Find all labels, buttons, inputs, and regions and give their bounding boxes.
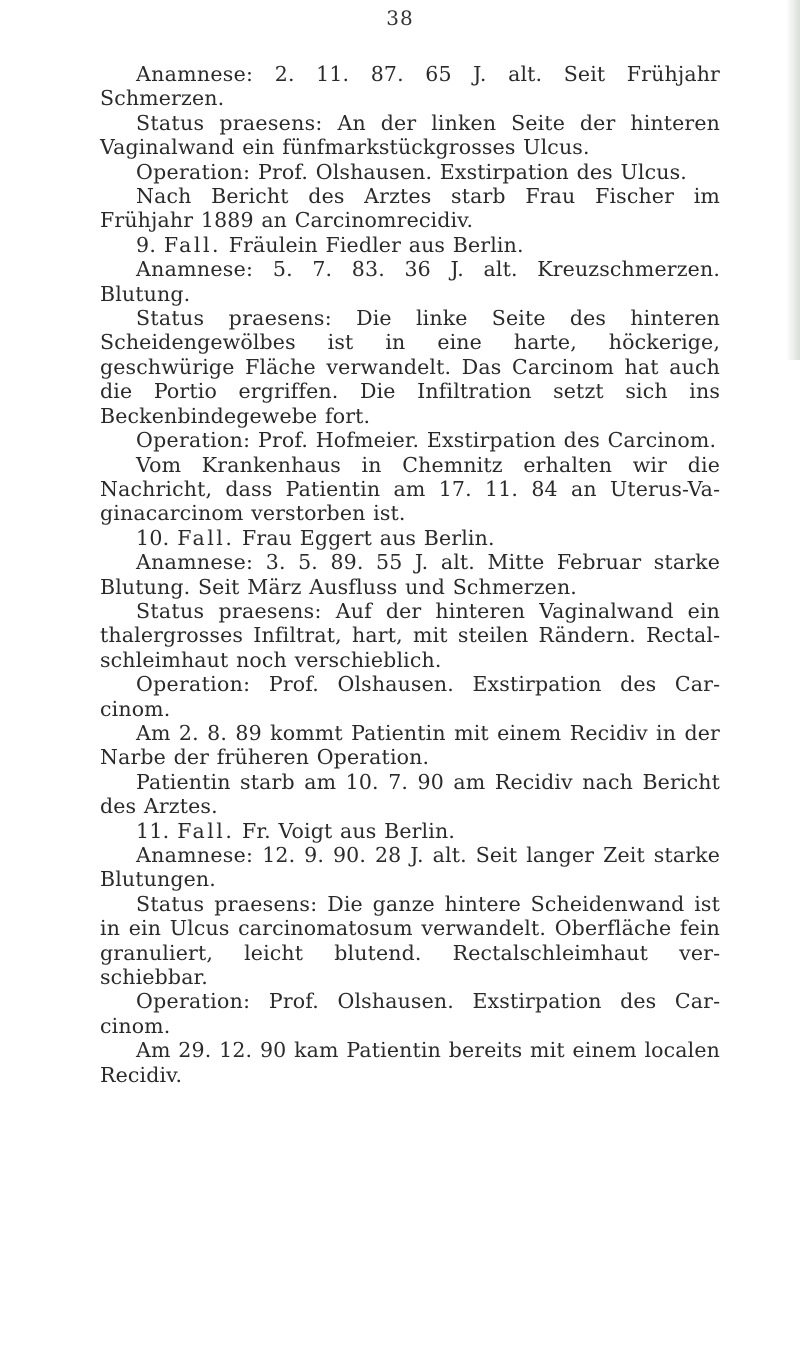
paragraph-label: Operation:: [136, 159, 251, 184]
case-heading-11: [100, 819, 720, 843]
case-word: Fall.: [177, 525, 235, 550]
paragraph-text: Prof. Olshausen. Exstirpation des Carcinom.: [100, 672, 720, 721]
paragraph-label: Operation:: [136, 989, 251, 1014]
paragraph-anamnese-voigt: [100, 843, 720, 892]
case-heading-10: [100, 526, 720, 550]
paragraph-outcome-eggert: [100, 770, 720, 819]
paragraph-recidiv-voigt: [100, 1038, 720, 1087]
paragraph-label: Operation:: [136, 428, 251, 453]
case-number: 10.: [136, 525, 170, 550]
paragraph-text: 3. 5. 89. 55 J. alt. Mitte Februar starke Blutung. Seit März Ausfluss und Schmerzen.: [100, 550, 720, 599]
paragraph-label: Status praesens:: [136, 306, 332, 331]
paragraph-text: Auf der hinteren Vaginalwand ein thalergrosses Infiltrat, hart, mit steilen Rändern. Rectalschleimhaut noch verschieblich.: [100, 598, 721, 672]
paragraph-text: Nach Bericht des Arztes starb Frau Fischer im Frühjahr 1889 an Carcinomrecidiv.: [100, 184, 720, 233]
paragraph-status-eggert: [100, 599, 720, 672]
paragraph-text: Die ganze hintere Scheidenwand ist in ein Ulcus carcinomatosum verwandelt. Oberfläche fein granuliert, leicht blutend. Rectalschleimhaut verschiebbar.: [100, 891, 720, 990]
paragraph-text: Fräulein Fiedler aus Berlin.: [228, 232, 524, 257]
paragraph-text: Am 29. 12. 90 kam Patientin bereits mit einem localen Recidiv.: [100, 1038, 720, 1087]
paragraph-status-voigt: [100, 892, 720, 990]
paragraph-text: 12. 9. 90. 28 J. alt. Seit langer Zeit starke Blutungen.: [100, 843, 720, 892]
paragraph-text: Fr. Voigt aus Berlin.: [242, 818, 455, 843]
paragraph-text: Prof. Olshausen. Exstirpation des Ulcus.: [258, 159, 687, 184]
case-word: Fall.: [163, 232, 222, 257]
page-number: 38: [386, 6, 414, 30]
page-edge-shadow: [786, 0, 800, 360]
paragraph-outcome-fiedler: [100, 453, 720, 526]
paragraph-text: Prof. Hofmeier. Exstirpation des Carcinom.: [258, 428, 717, 453]
paragraph-text: 2. 11. 87. 65 J. alt. Seit Frühjahr Schmerzen.: [100, 62, 721, 111]
paragraph-label: Anamnese:: [136, 550, 254, 575]
paragraph-status-fiedler: [100, 306, 720, 428]
paragraph-text: An der linken Seite der hinteren Vaginalwand ein fünfmarkstückgrosses Ulcus.: [100, 110, 721, 160]
paragraph-anamnese-fiedler: [100, 257, 720, 306]
paragraph-label: Status praesens:: [136, 110, 323, 135]
paragraph-operation-voigt: [100, 989, 720, 1038]
paragraph-label: Status praesens:: [136, 891, 318, 916]
paragraph-text: Prof. Olshausen. Exstirpation des Carcinom.: [100, 989, 720, 1038]
paragraph-label: Operation:: [136, 672, 251, 697]
paragraph-text: Am 2. 8. 89 kommt Patientin mit einem Recidiv in der Narbe der früheren Operation.: [100, 720, 720, 770]
text-body: [100, 62, 720, 1087]
paragraph-label: Anamnese:: [136, 257, 254, 282]
paragraph-label: Anamnese:: [136, 843, 254, 867]
paragraph-status-fischer: [100, 111, 720, 160]
paragraph-outcome-fischer: [100, 184, 720, 233]
paragraph-text: Vom Krankenhaus in Chemnitz erhalten wir die Nachricht, dass Patientin am 17. 11. 84 an Uterus-Vaginacarcinom verstorben ist.: [100, 452, 720, 526]
paragraph-anamnese-eggert: [100, 550, 720, 599]
case-number: 9.: [136, 232, 157, 257]
paragraph-text: Die linke Seite des hinteren Scheidengewölbes ist in eine harte, höckerige, geschwürige Fläche verwandelt. Das Carcinom hat auch die Portio ergriffen. Die Infiltration setzt sich ins Beckenbindegewebe fort.: [100, 306, 720, 428]
paragraph-text: Frau Eggert aus Berlin.: [242, 525, 495, 550]
case-word: Fall.: [177, 818, 235, 843]
case-number: 11.: [136, 818, 170, 843]
paragraph-text: 5. 7. 83. 36 J. alt. Kreuzschmerzen. Blutung.: [100, 257, 720, 306]
paragraph-recidiv-eggert: [100, 721, 720, 770]
paragraph-label: Anamnese:: [136, 62, 254, 86]
paragraph-text: Patientin starb am 10. 7. 90 am Recidiv nach Bericht des Arztes.: [100, 769, 720, 819]
paragraph-operation-eggert: [100, 672, 720, 721]
paragraph-operation-fiedler: [100, 428, 720, 452]
paragraph-anamnese-fischer: [100, 62, 720, 111]
paragraph-operation-fischer: [100, 160, 720, 184]
case-heading-9: [100, 233, 720, 257]
paragraph-label: Status praesens:: [136, 598, 322, 623]
